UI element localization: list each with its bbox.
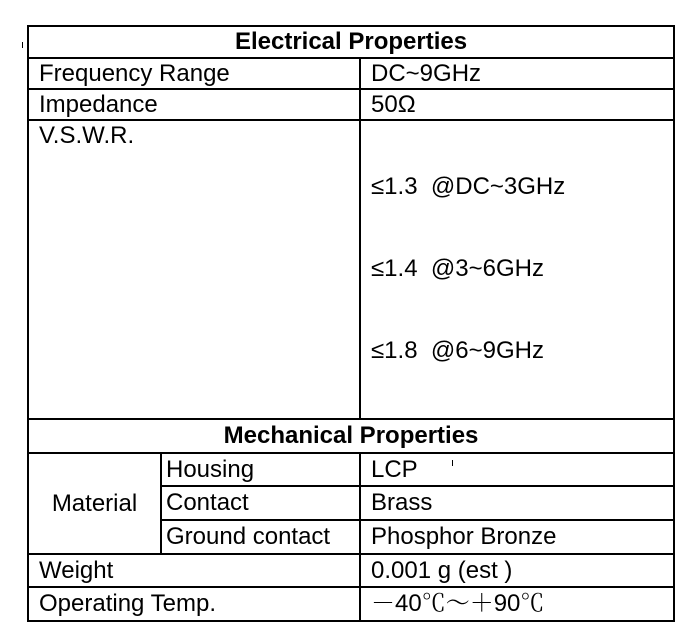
housing-label: Housing [161,453,360,486]
impedance-label: Impedance [28,89,360,120]
weight-value: 0.001 g (est ) [360,554,674,587]
vswr-label: V.S.W.R. [28,120,360,419]
contact-value: Brass [360,486,674,520]
impedance-row [28,89,674,120]
weight-label: Weight [28,554,360,587]
vswr-row [28,120,674,419]
frequency-value: DC~9GHz [360,58,674,89]
ground-contact-label: Ground contact [161,520,360,554]
material-label: Material [28,453,161,554]
vswr-line-2: ≤1.4 @3~6GHz [371,255,544,282]
left-tick-mark [22,42,23,48]
housing-row [28,453,674,486]
electrical-header-row [28,26,674,58]
ground-contact-value: Phosphor Bronze [360,520,674,554]
contact-label: Contact [161,486,360,520]
electrical-header: Electrical Properties [28,26,674,58]
temp-row [28,587,674,621]
vswr-line-1: ≤1.3 @DC~3GHz [371,173,566,200]
weight-row [28,554,674,587]
impedance-value: 50Ω [360,89,674,120]
temp-value: －40℃～＋90℃ [360,587,674,621]
mechanical-header: Mechanical Properties [28,419,674,453]
vswr-values [360,120,674,419]
temp-label: Operating Temp. [28,587,360,621]
spec-table [27,25,675,622]
vswr-line-3: ≤1.8 @6~9GHz [371,337,544,364]
mechanical-header-row [28,419,674,453]
frequency-label: Frequency Range [28,58,360,89]
frequency-row [28,58,674,89]
housing-value: LCP [360,453,674,486]
